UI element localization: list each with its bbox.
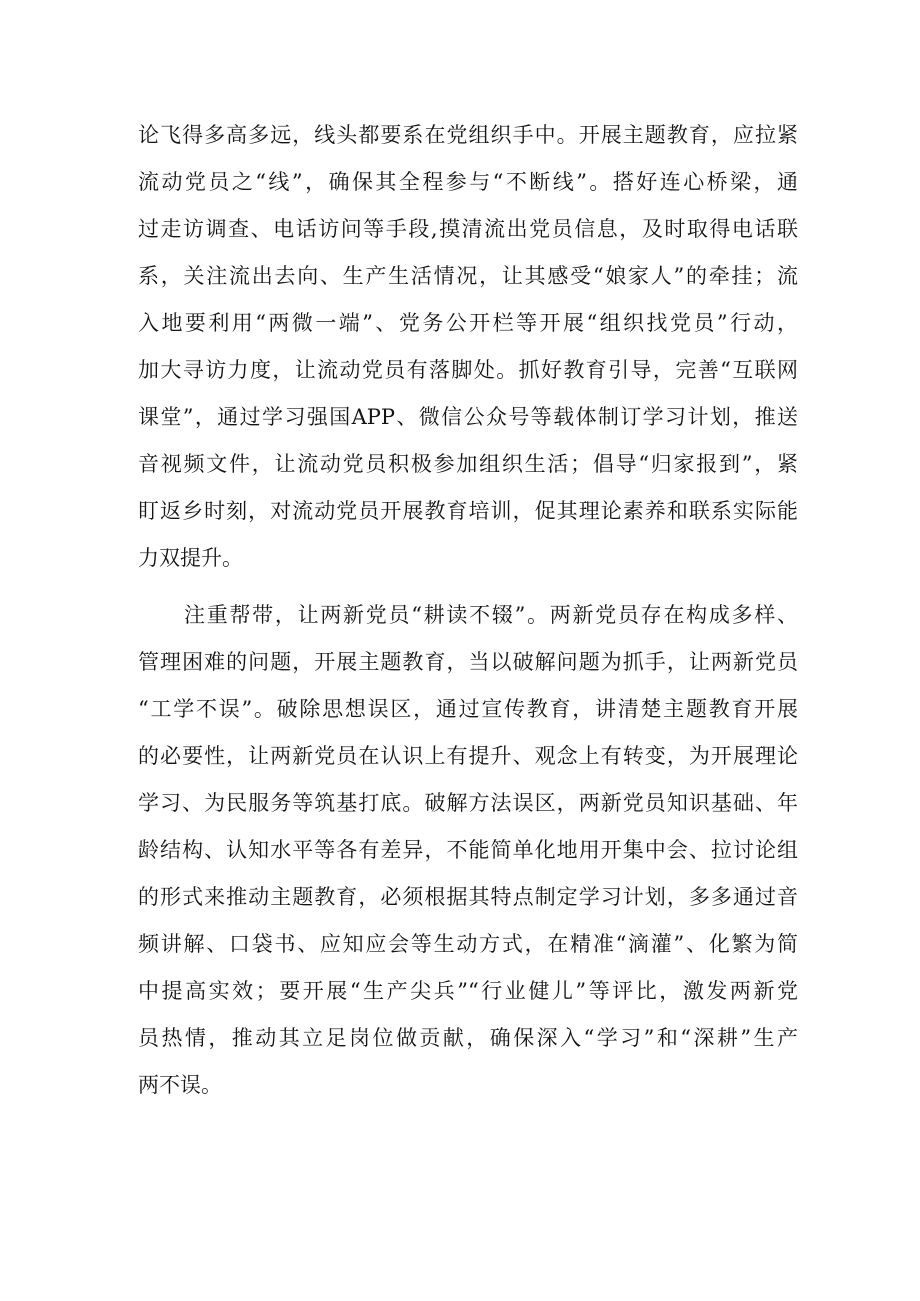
text-line: 的形式来推动主题教育，必须根据其特点制定学习计划，多多通过音 — [138, 885, 798, 909]
text-line: 员热情，推动其立足岗位做贡献，确保深入“学习”和“深耕”生产 — [138, 1026, 798, 1050]
text-line: 音视频文件，让流动党员积极参加组织生活；倡导“归家报到”，紧 — [138, 452, 798, 476]
text-line: 流动党员之“线”，确保其全程参与“不断线”。搭好连心桥梁，通 — [138, 170, 798, 194]
text-line: 管理困难的问题，开展主题教育，当以破解问题为抓手，让两新党员 — [138, 650, 798, 674]
text-line: 过走访调查、电话访问等手段,摸清流出党员信息，及时取得电话联 — [138, 217, 798, 241]
paragraph-two-new-party-members — [138, 592, 798, 1109]
text-line: 频讲解、口袋书、应知应会等生动方式，在精准“滴灌”、化繁为简 — [138, 932, 798, 956]
text-line: 两不误。 — [138, 1073, 222, 1097]
text-line: 盯返乡时刻，对流动党员开展教育培训，促其理论素养和联系实际能 — [138, 499, 798, 523]
text-line: 龄结构、认知水平等各有差异，不能简单化地用开集中会、拉讨论组 — [138, 838, 798, 862]
text-line: 的必要性，让两新党员在认识上有提升、观念上有转变，为开展理论 — [138, 744, 798, 768]
text-line: “工学不误”。破除思想误区，通过宣传教育，讲清楚主题教育开展 — [138, 697, 798, 721]
text-line: 系，关注流出去向、生产生活情况，让其感受“娘家人”的牵挂；流 — [138, 264, 798, 288]
text-line: 力双提升。 — [138, 546, 243, 570]
text-line: 课堂”，通过学习强国APP、微信公众号等载体制订学习计划，推送 — [138, 405, 798, 429]
text-line: 中提高实效；要开展“生产尖兵”“行业健儿”等评比，激发两新党 — [138, 979, 798, 1003]
text-line: 注重帮带，让两新党员“耕读不辍”。两新党员存在构成多样、 — [184, 603, 798, 627]
text-line: 学习、为民服务等筑基打底。破解方法误区，两新党员知识基础、年 — [138, 791, 798, 815]
paragraph-mobile-party-members — [138, 112, 798, 582]
text-line: 入地要利用“两微一端”、党务公开栏等开展“组织找党员”行动， — [138, 311, 798, 335]
text-line: 论飞得多高多远，线头都要系在党组织手中。开展主题教育，应拉紧 — [138, 123, 798, 147]
text-line: 加大寻访力度，让流动党员有落脚处。抓好教育引导，完善“互联网 — [138, 358, 798, 382]
